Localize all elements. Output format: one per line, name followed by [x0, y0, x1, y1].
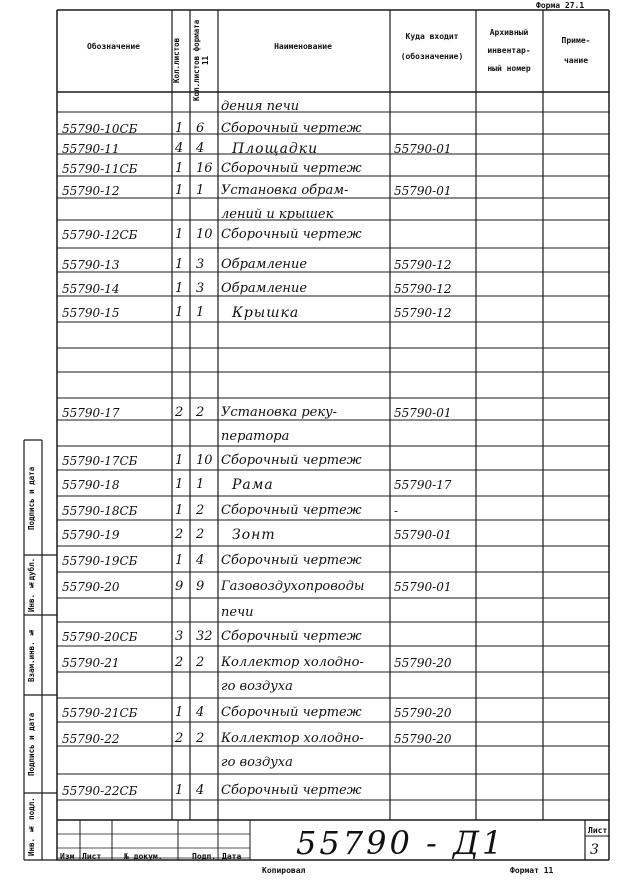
row-a11-sheets: 2 [196, 405, 205, 420]
header-name: Наименование [274, 42, 332, 51]
header-archive-line3: ный номер [487, 64, 531, 73]
row-where-used: 55790-20 [394, 706, 452, 720]
header-where-line1: Куда входит [405, 32, 459, 41]
row-designation: 55790-18СБ [62, 504, 138, 518]
row-a11-sheets: 1 [196, 477, 205, 492]
row-designation: 55790-11СБ [62, 162, 138, 176]
row-name: Обрамление [221, 257, 308, 272]
row-a11-sheets: 9 [196, 579, 205, 594]
row-name: го воздуха [221, 755, 293, 770]
row-sheets: 3 [175, 629, 184, 644]
row-designation: 55790-19СБ [62, 554, 138, 568]
header-notes-line1: Приме- [561, 36, 591, 45]
stamp-col-sheet: Лист [82, 852, 102, 861]
stamp-col-docnum: № докум. [124, 852, 163, 861]
row-a11-sheets: 2 [196, 527, 205, 542]
row-a11-sheets: 2 [196, 503, 205, 518]
row-sheets: 1 [175, 503, 184, 518]
sheet-label: Лист [588, 826, 608, 835]
row-designation: 55790-20СБ [62, 630, 138, 644]
row-designation: 55790-14 [62, 282, 120, 296]
row-sheets: 2 [175, 405, 184, 420]
row-designation: 55790-15 [62, 306, 120, 320]
row-name: лений и крышек [221, 207, 334, 222]
form-label: Форма 27.1 [536, 1, 585, 10]
side-label-signature-date-bottom: Подпись и дата [27, 712, 36, 776]
row-designation: 55790-17СБ [62, 454, 138, 468]
row-sheets: 1 [175, 257, 184, 272]
side-label-dup-inv: Инв. №дубл. [27, 557, 36, 613]
row-name: Коллектор холодно- [221, 731, 364, 746]
row-name: Газовоздухопроводы [221, 579, 365, 594]
row-designation: 55790-12 [62, 184, 120, 198]
header-where-line2: (обозначение) [400, 52, 464, 61]
row-name: Зонт [232, 527, 276, 543]
row-where-used: 55790-12 [394, 258, 452, 272]
row-a11-sheets: 4 [196, 705, 205, 720]
row-designation: 55790-12СБ [62, 228, 138, 242]
row-designation: 55790-19 [62, 528, 120, 542]
row-a11-sheets: 3 [196, 257, 205, 272]
row-designation: 55790-21СБ [62, 706, 138, 720]
row-designation: 55790-18 [62, 478, 120, 492]
stamp-col-sign: Подп. [192, 852, 217, 861]
row-name: Установка реку- [221, 405, 338, 420]
row-name: Сборочный чертеж [221, 121, 362, 136]
row-designation: 55790-21 [62, 656, 120, 670]
row-designation: 55790-22 [62, 732, 120, 746]
row-a11-sheets: 32 [196, 629, 213, 644]
row-a11-sheets: 3 [196, 281, 205, 296]
row-name: Площадки [232, 141, 319, 157]
header-designation: Обозначение [87, 42, 140, 51]
row-name: Крышка [232, 305, 300, 321]
row-sheets: 1 [175, 281, 184, 296]
sheet-number: 3 [590, 842, 599, 858]
row-sheets: 1 [175, 161, 184, 176]
side-label-signature-date-top: Подпись и дата [27, 466, 36, 530]
document-number: 55790 - Д1 [296, 824, 506, 862]
row-sheets: 1 [175, 705, 184, 720]
row-sheets: 9 [175, 579, 184, 594]
row-name: Сборочный чертеж [221, 553, 362, 568]
row-a11-sheets: 16 [196, 161, 213, 176]
row-name: Установка обрам- [221, 183, 349, 198]
row-where-used: 55790-20 [394, 656, 452, 670]
row-name: Сборочный чертеж [221, 227, 362, 242]
row-where-used: 55790-12 [394, 282, 452, 296]
row-where-used: 55790-01 [394, 142, 452, 156]
row-designation: 55790-17 [62, 406, 120, 420]
row-name: Сборочный чертеж [221, 783, 362, 798]
row-a11-sheets: 1 [196, 305, 205, 320]
row-sheets: 1 [175, 553, 184, 568]
row-a11-sheets: 10 [196, 227, 213, 242]
row-sheets: 1 [175, 227, 184, 242]
row-where-used: - [394, 504, 399, 518]
header-archive-line2: инвентар- [487, 46, 531, 55]
header-a11-count: Кол.листов формата 11 [192, 19, 210, 101]
stamp-col-change: Изм [60, 852, 75, 861]
row-name: Коллектор холодно- [221, 655, 364, 670]
row-where-used: 55790-20 [394, 732, 452, 746]
row-designation: 55790-22СБ [62, 784, 138, 798]
row-name: Сборочный чертеж [221, 705, 362, 720]
row-sheets: 4 [175, 141, 184, 156]
row-sheets: 2 [175, 655, 184, 670]
row-where-used: 55790-01 [394, 184, 452, 198]
side-label-original-inv: Инв. № подл. [27, 797, 36, 857]
row-name: Сборочный чертеж [221, 161, 362, 176]
row-sheets: 2 [175, 731, 184, 746]
row-a11-sheets: 6 [196, 121, 205, 136]
row-designation: 55790-10СБ [62, 122, 138, 136]
stamp-col-date: Дата [222, 852, 242, 861]
row-sheets: 1 [175, 477, 184, 492]
row-a11-sheets: 4 [196, 553, 205, 568]
row-name: печи [221, 605, 254, 620]
row-where-used: 55790-01 [394, 528, 452, 542]
row-where-used: 55790-17 [394, 478, 452, 492]
row-a11-sheets: 2 [196, 655, 205, 670]
row-where-used: 55790-12 [394, 306, 452, 320]
row-name: го воздуха [221, 679, 293, 694]
header-sheets-count: Кол.листов [172, 37, 181, 83]
row-a11-sheets: 10 [196, 453, 213, 468]
row-a11-sheets: 4 [196, 783, 205, 798]
row-sheets: 1 [175, 783, 184, 798]
row-where-used: 55790-01 [394, 580, 452, 594]
row-name: Сборочный чертеж [221, 629, 362, 644]
row-a11-sheets: 2 [196, 731, 205, 746]
row-a11-sheets: 4 [196, 141, 205, 156]
row-where-used: 55790-01 [394, 406, 452, 420]
row-designation: 55790-11 [62, 142, 120, 156]
row-designation: 55790-20 [62, 580, 120, 594]
header-notes-line2: чание [563, 56, 589, 65]
row-sheets: 1 [175, 305, 184, 320]
row-a11-sheets: 1 [196, 183, 205, 198]
row-designation: 55790-13 [62, 258, 120, 272]
row-sheets: 2 [175, 527, 184, 542]
row-name: Сборочный чертеж [221, 503, 362, 518]
row-sheets: 1 [175, 121, 184, 136]
row-sheets: 1 [175, 183, 184, 198]
row-name: Рама [232, 477, 274, 493]
side-label-replaced-inv: Взам.инв. № [27, 627, 36, 683]
footer-format: Формат 11 [510, 866, 554, 875]
row-name: Сборочный чертеж [221, 453, 362, 468]
row-name: дения печи [221, 99, 300, 114]
row-sheets: 1 [175, 453, 184, 468]
header-archive-line1: Архивный [489, 28, 529, 37]
footer-copied: Копировал [262, 866, 306, 875]
row-name: Обрамление [221, 281, 308, 296]
row-name: ператора [221, 429, 290, 444]
